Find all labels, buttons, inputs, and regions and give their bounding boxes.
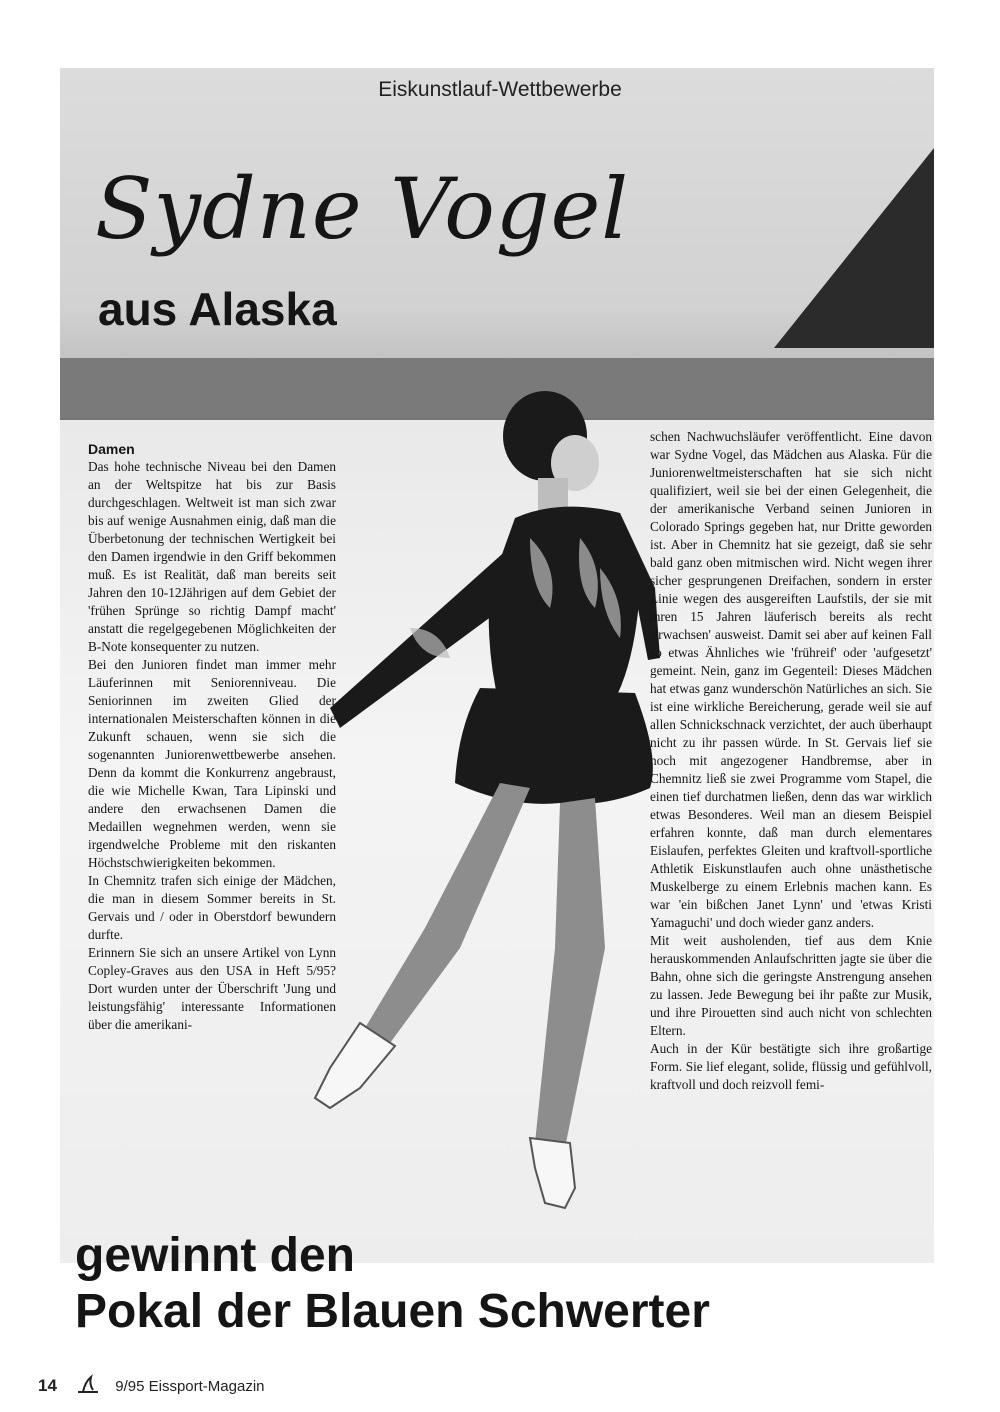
- bottom-headline: [75, 1228, 710, 1340]
- paragraph: Bei den Junioren findet man immer mehr Läuferinnen mit Seniorenniveau. Die Seniorinnen im zweiten Glied der internationalen Meisterschaften können in die Zukunft schauen, wenn sie sich die sogenannten Juniorenwettbewerbe ansehen. Denn da kommt die Konkurrenz angebraust, die wie Michelle Kwan, Tara Lipinski und andere den erwachsenen Damen die Medaillen wegnehmen werden, wenn sie irgendwelche Probleme mit den riskanten Höchstschwierigkeiten bekommen.: [88, 657, 336, 870]
- article-title: Sydne Vogel: [95, 160, 630, 258]
- right-column: [650, 428, 932, 1094]
- headline-line: gewinnt den: [75, 1229, 355, 1282]
- issue-label: 9/95 Eissport-Magazin: [115, 1377, 265, 1395]
- paragraph: In Chemnitz trafen sich einige der Mädchen, die man in diesem Sommer bereits in St. Gervais und / oder in Oberstdorf bewundern durfte.: [88, 873, 336, 942]
- paragraph: Das hohe technische Niveau bei den Damen an der Weltspitze hat bis zur Basis durchgeschlagen. Weltweit ist man sich zwar bis auf wenige Ausnahmen einig, daß man die Überbetonung der technischen Wertigkeit bei den Damen irgendwie in den Griff bekommen muß. Es ist Realität, daß man bereits seit Jahren den 10-12Jährigen auf dem Gebiet der 'frühen Sprünge so richtig Dampf macht' anstatt die regelgegebenen Möglichkeiten der B-Note konsequenter zu nutzen.: [88, 459, 336, 654]
- page-footer: [38, 1374, 265, 1400]
- article-subtitle: aus Alaska: [98, 283, 337, 335]
- section-kicker: Eiskunstlauf-Wettbewerbe: [378, 78, 622, 101]
- paragraph: Mit weit ausholenden, tief aus dem Knie herauskommenden Anlaufschritten jagte sie über die Bahn, ohne sich die geringste Anstrengung ansehen zu lassen. Jede Bewegung bei ihr paßte zur Musik, und ihre Pirouetten sind auch nicht von schlechten Eltern.: [650, 933, 932, 1038]
- page-number: 14: [38, 1375, 57, 1395]
- paragraph: Auch in der Kür bestätigte sich ihre großartige Form. Sie lief elegant, solide, flüssig und gefühlvoll, kraftvoll und doch reizvoll femi-: [650, 1041, 932, 1092]
- left-column: [88, 440, 336, 1034]
- skater-logo-icon: [75, 1374, 101, 1400]
- paragraph: schen Nachwuchsläufer veröffentlicht. Eine davon war Sydne Vogel, das Mädchen aus Alaska. Für die Juniorenweltmeisterschaften hat sie sich nicht qualifiziert, weil sie bei der einen Gelegenheit, die der amerikanische Verband seinen Junioren in Colorado Springs gegeben hat, nur Dritte geworden ist. Aber in Chemnitz hat sie gezeigt, daß sie sehr bald ganz oben mitmischen wird. Nicht wegen ihrer sicher gesprungenen Dreifachen, sondern in erster Linie wegen des ausgereiften Laufstils, der sie mit ihren 15 Jahren läuferisch bereits als recht 'erwachsen' ausweist. Damit sei aber auf keinen Fall so etwas Ähnliches wie 'frühreif' oder 'aufgesetzt' gemeint. Nein, ganz im Gegenteil: Dieses Mädchen hat etwas ganz wunderschön Natürliches an sich. Sie ist eine wirkliche Bereicherung, gerade weil sie auf allen Schnickschnack verzichtet, der auch überhaupt nicht zu ihr passen würde. In St. Gervais lief sie noch mit angezogener Handbremse, aber in Chemnitz ließ sie zwei Programme vom Stapel, die einen tief durchatmen ließen, denn das war wirklich etwas Besonderes. Weil man an diesem Beispiel erfahren konnte, daß man durch elementares Eislaufen, perfektes Gleiten und kraftvoll-sportliche Athletik Eiskunstlaufen auch ohne unästhetische Muskelberge zu einem Erlebnis machen kann. Es war 'ein bißchen Janet Lynn' und 'etwas Kristi Yamaguchi' und doch wieder ganz anders.: [650, 429, 932, 930]
- section-heading: Damen: [88, 441, 135, 457]
- headline-line: Pokal der Blauen Schwerter: [75, 1285, 710, 1338]
- paragraph: Erinnern Sie sich an unsere Artikel von Lynn Copley-Graves aus den USA in Heft 5/95? Dort wurden unter der Überschrift 'Jung und leistungsfähig' interessante Informationen über die amerikani-: [88, 945, 336, 1032]
